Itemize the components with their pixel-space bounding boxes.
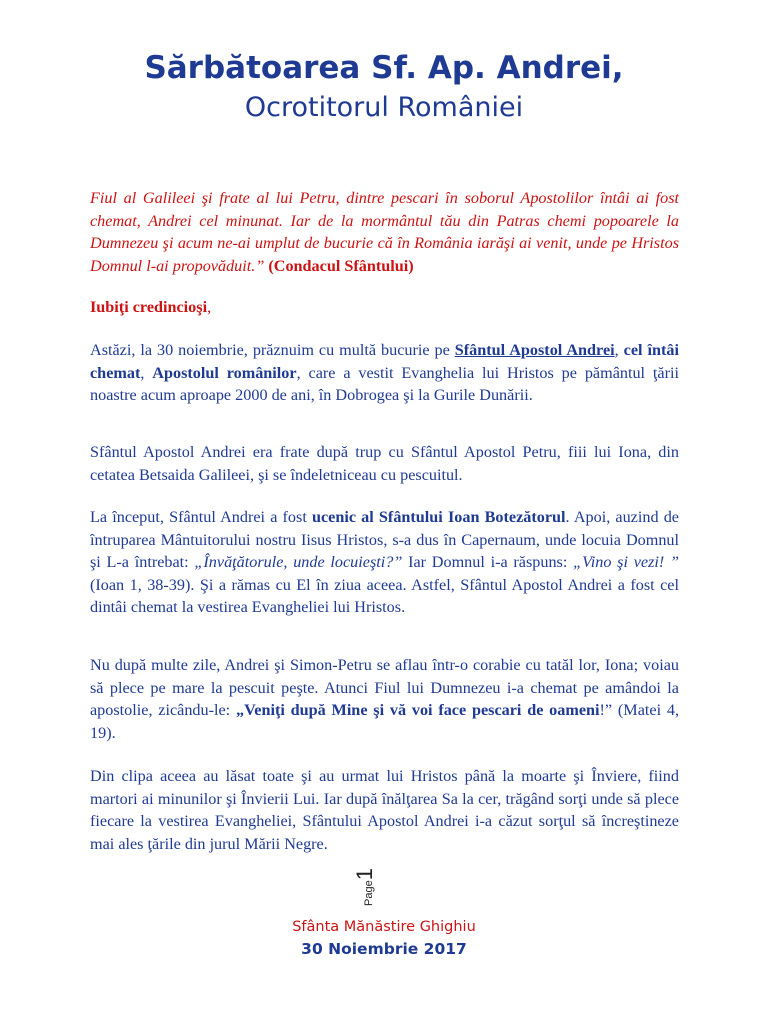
p4-a: Nu după multe zile, Andrei şi Simon-Petru se aflau într-o corabie cu tatăl lor, Iona; voiau să plece pe mare la pescuit peşte. Atunci Fiul lui Dumnezeu i-a chemat pe amândoi la apostolie, zicându-le: — [90, 656, 679, 720]
p4-c: !” (Matei 4, 19). — [90, 701, 679, 742]
page-title: Sărbătoarea Sf. Ap. Andrei, — [144, 50, 624, 86]
paragraph-4 — [90, 654, 679, 744]
greeting-comma: , — [207, 298, 212, 316]
condacul-paragraph — [90, 187, 679, 277]
p1-e: , — [140, 363, 153, 382]
condacul-source: (Condacul Sfântului) — [268, 256, 414, 275]
p1-saint-name: Sfântul Apostol Andrei — [454, 341, 615, 359]
p2-text: Sfântul Apostol Andrei era frate după trup cu Sfântul Apostol Petru, fiii lui Iona, din cetatea Betsaida Galileei, şi se îndeletniceau cu pescuitul. — [90, 443, 679, 484]
footer-date: 30 Noiembrie 2017 — [301, 940, 467, 958]
p3-question: „Învăţătorule, unde locuieşti?” — [194, 553, 403, 572]
page-number-value: 1 — [352, 868, 377, 881]
p3-disciple: ucenic al Sfântului Ioan Botezătorul — [311, 508, 566, 526]
p3-g: (Ioan 1, 38-39). Şi a rămas cu El în ziua aceea. Astfel, Sfântul Apostol Andrei a fost cel dintâi chemat la vestirea Evangheliei lui Hristos. — [90, 575, 679, 617]
page-number-rotated — [352, 868, 378, 906]
paragraph-2 — [90, 441, 679, 486]
paragraph-1 — [90, 339, 679, 407]
p1-c: , — [614, 341, 624, 359]
p4-quote: „Veniţi după Mine şi vă voi face pescari de oameni — [235, 701, 600, 720]
greeting-text: Iubiţi credincioşi — [90, 298, 208, 316]
condacul-text: Fiul al Galileei şi frate al lui Petru, dintre pescari în soborul Apostolilor întâi ai fost chemat, Andrei cel minunat. Iar de la mormântul tău din Patras chemi popoarele la Dumnezeu şi acum ne-ai umplut de bucurie că în România iarăşi ai venit, unde pe Hristos Domnul l-ai propovăduit.” — [90, 189, 679, 275]
p1-apostle-romanians: Apostolul românilor — [152, 363, 297, 382]
p3-a: La început, Sfântul Andrei a fost — [90, 508, 312, 526]
p1-a: Astăzi, la 30 noiembrie, prăznuim cu multă bucurie pe — [90, 341, 455, 359]
p3-answer: „Vino şi vezi! ” — [573, 553, 680, 572]
p1-g: , care a vestit Evanghelia lui Hristos pe pământul ţării noastre acum aproape 2000 de ani, în Dobrogea şi la Gurile Dunării. — [90, 363, 680, 405]
p3-c: . Apoi, auzind de întruparea Mântuitorului nostru Iisus Hristos, s-a dus în Capernaum, unde locuia Domnul şi L-a întrebat: — [90, 508, 679, 572]
p1-first-called: cel întâi chemat — [90, 341, 679, 382]
page-number-label: Page — [363, 880, 375, 906]
page-number — [352, 858, 402, 908]
paragraph-3 — [90, 506, 679, 619]
page-subtitle: Ocrotitorul României — [244, 92, 524, 123]
p3-e: Iar Domnul i-a răspuns: — [402, 553, 574, 572]
paragraph-5 — [90, 765, 679, 855]
p5-text: Din clipa aceea au lăsat toate şi au urmat lui Hristos până la moarte şi Înviere, fiind martori ai minunilor şi Învierii Lui. Iar după înălţarea Sa la cer, trăgând sorţi unde să plece fiecare la vestirea Evangheliei, Sfântului Apostol Andrei i-a căzut sorţul să încreştineze mai ales ţările din jurul Mării Negre. — [90, 767, 679, 853]
footer-monastery: Sfânta Mănăstire Ghighiu — [292, 919, 476, 935]
greeting — [90, 296, 679, 319]
